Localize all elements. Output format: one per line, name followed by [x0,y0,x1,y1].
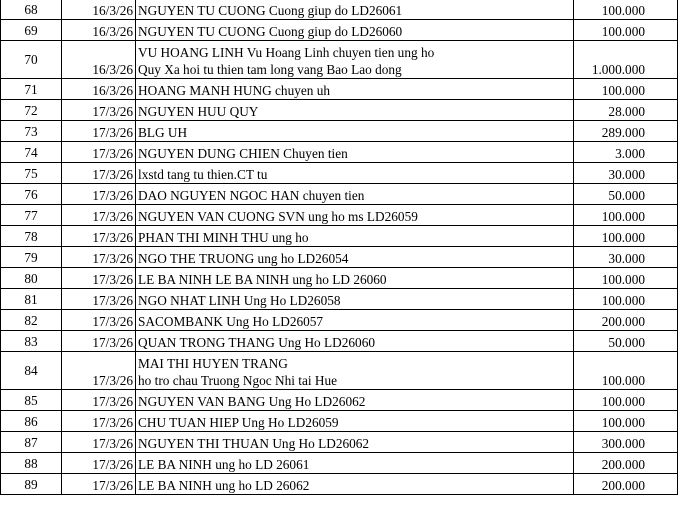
content-line: LE BA NINH ung ho LD 26061 [138,457,310,472]
table-row [1,310,678,331]
cell-date: 16/3/26 [62,20,136,41]
content-line: NGUYEN THI THUAN Ung Ho LD26062 [138,436,370,451]
cell-no: 86 [1,411,62,432]
cell-amount: 100.000 [574,226,678,247]
cell-amount: 100.000 [574,79,678,100]
cell-content [136,453,574,474]
cell-date: 17/3/26 [62,432,136,453]
table-row [1,184,678,205]
cell-no: 82 [1,310,62,331]
cell-amount: 200.000 [574,453,678,474]
cell-amount: 100.000 [574,0,678,20]
content-line: MAI THI HUYEN TRANG [138,356,288,371]
cell-content [136,163,574,184]
cell-no: 73 [1,121,62,142]
table-row [1,432,678,453]
cell-amount: 100.000 [574,268,678,289]
table-row [1,474,678,495]
table-row [1,142,678,163]
cell-date: 17/3/26 [62,390,136,411]
content-line: NGUYEN DUNG CHIEN Chuyen tien [138,146,348,161]
cell-no: 69 [1,20,62,41]
content-line: LE BA NINH LE BA NINH ung ho LD 26060 [138,272,387,287]
cell-amount: 28.000 [574,100,678,121]
content-line: ho tro chau Truong Ngoc Nhi tai Hue [138,373,338,388]
cell-no: 72 [1,100,62,121]
cell-amount: 289.000 [574,121,678,142]
cell-no: 89 [1,474,62,495]
cell-no: 88 [1,453,62,474]
cell-date: 17/3/26 [62,100,136,121]
table-row [1,205,678,226]
cell-amount: 100.000 [574,390,678,411]
cell-amount: 100.000 [574,289,678,310]
cell-amount: 30.000 [574,247,678,268]
cell-no: 74 [1,142,62,163]
cell-date: 17/3/26 [62,268,136,289]
cell-content [136,352,574,390]
cell-amount: 200.000 [574,310,678,331]
cell-date: 17/3/26 [62,184,136,205]
content-line: SACOMBANK Ung Ho LD26057 [138,314,324,329]
cell-content [136,100,574,121]
content-line: NGO THE TRUONG ung ho LD26054 [138,251,349,266]
table-row [1,100,678,121]
cell-no: 70 [1,41,62,79]
cell-content [136,289,574,310]
cell-date: 17/3/26 [62,121,136,142]
cell-date: 17/3/26 [62,331,136,352]
table-row [1,268,678,289]
table-row [1,163,678,184]
table-row [1,247,678,268]
cell-amount: 100.000 [574,20,678,41]
cell-content [136,268,574,289]
content-line: NGUYEN HUU QUY [138,104,259,119]
cell-content [136,310,574,331]
cell-date: 17/3/26 [62,453,136,474]
table-row [1,20,678,41]
cell-content [136,474,574,495]
cell-no: 87 [1,432,62,453]
cell-date: 17/3/26 [62,352,136,390]
cell-content [136,184,574,205]
cell-no: 78 [1,226,62,247]
table-row [1,331,678,352]
content-line: PHAN THI MINH THU ung ho [138,230,309,245]
cell-date: 17/3/26 [62,163,136,184]
cell-content [136,79,574,100]
cell-no: 68 [1,0,62,20]
cell-content [136,0,574,20]
content-line: DAO NGUYEN NGOC HAN chuyen tien [138,188,365,203]
table-row [1,121,678,142]
cell-amount: 100.000 [574,205,678,226]
cell-no: 81 [1,289,62,310]
content-line: QUAN TRONG THANG Ung Ho LD26060 [138,335,375,350]
cell-amount: 200.000 [574,474,678,495]
cell-no: 77 [1,205,62,226]
cell-content [136,205,574,226]
cell-date: 17/3/26 [62,310,136,331]
cell-no: 71 [1,79,62,100]
content-line: NGUYEN TU CUONG Cuong giup do LD26061 [138,3,403,18]
content-line: NGO NHAT LINH Ung Ho LD26058 [138,293,341,308]
cell-no: 79 [1,247,62,268]
cell-amount: 1.000.000 [574,41,678,79]
cell-date: 17/3/26 [62,226,136,247]
content-line: NGUYEN TU CUONG Cuong giup do LD26060 [138,24,403,39]
table-row [1,41,678,79]
table-row [1,79,678,100]
cell-content [136,247,574,268]
cell-content [136,142,574,163]
cell-content [136,331,574,352]
cell-amount: 50.000 [574,331,678,352]
cell-no: 76 [1,184,62,205]
cell-date: 17/3/26 [62,205,136,226]
content-line: NGUYEN VAN BANG Ung Ho LD26062 [138,394,366,409]
cell-content [136,41,574,79]
cell-content [136,20,574,41]
ledger-body [1,0,678,495]
table-row [1,0,678,20]
cell-date: 16/3/26 [62,0,136,20]
content-line: CHU TUAN HIEP Ung Ho LD26059 [138,415,339,430]
cell-amount: 3.000 [574,142,678,163]
cell-no: 83 [1,331,62,352]
cell-date: 17/3/26 [62,411,136,432]
cell-content [136,411,574,432]
content-line: HOANG MANH HUNG chuyen uh [138,83,331,98]
content-line: VU HOANG LINH Vu Hoang Linh chuyen tien ung ho [138,45,435,60]
cell-date: 17/3/26 [62,474,136,495]
cell-no: 85 [1,390,62,411]
cell-no: 75 [1,163,62,184]
cell-content [136,432,574,453]
cell-date: 16/3/26 [62,79,136,100]
cell-amount: 100.000 [574,411,678,432]
content-line: BLG UH [138,125,188,140]
content-line: Quy Xa hoi tu thien tam long vang Bao Lao dong [138,62,402,77]
table-row [1,390,678,411]
cell-no: 84 [1,352,62,390]
content-line: NGUYEN VAN CUONG SVN ung ho ms LD26059 [138,209,418,224]
content-line: lxstd tang tu thien.CT tu [138,167,268,182]
cell-amount: 100.000 [574,352,678,390]
cell-amount: 50.000 [574,184,678,205]
cell-date: 17/3/26 [62,289,136,310]
cell-date: 17/3/26 [62,247,136,268]
cell-date: 16/3/26 [62,41,136,79]
table-row [1,226,678,247]
table-row [1,352,678,390]
cell-content [136,226,574,247]
cell-date: 17/3/26 [62,142,136,163]
content-line: LE BA NINH ung ho LD 26062 [138,478,310,493]
cell-content [136,390,574,411]
cell-amount: 30.000 [574,163,678,184]
table-row [1,411,678,432]
cell-no: 80 [1,268,62,289]
cell-content [136,121,574,142]
cell-amount: 300.000 [574,432,678,453]
table-row [1,289,678,310]
table-row [1,453,678,474]
